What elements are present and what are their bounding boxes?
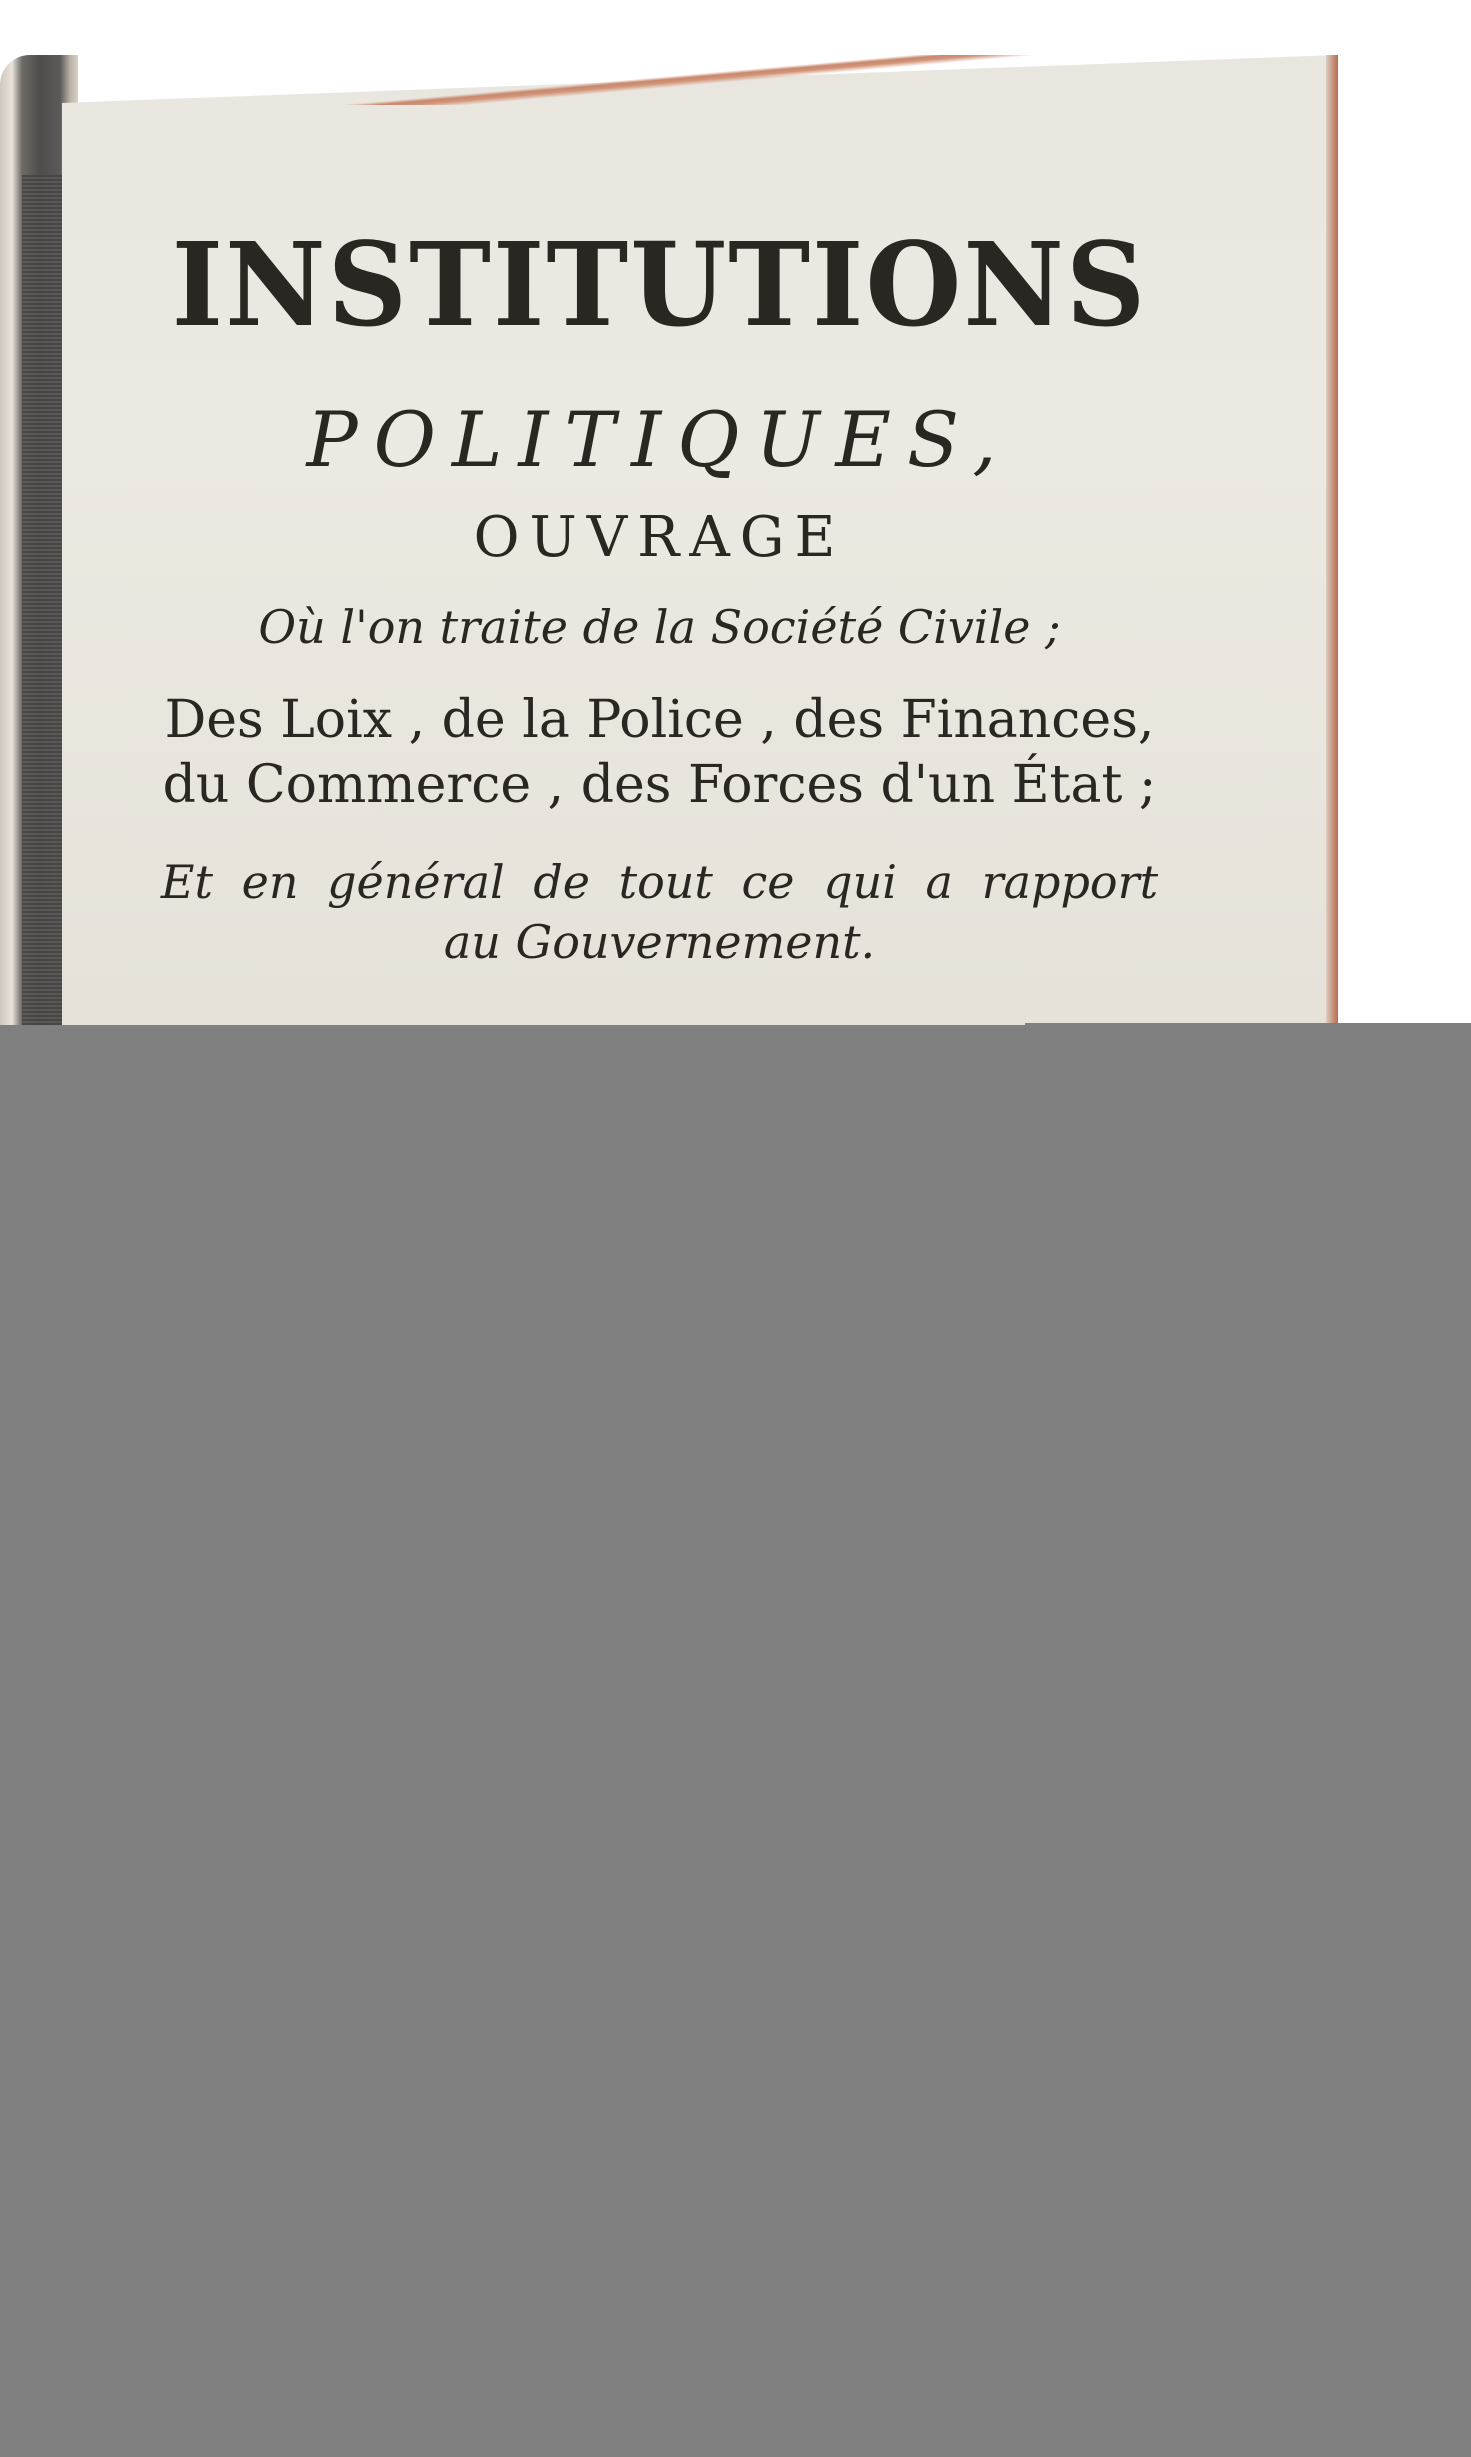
description-line-4: Et en général de tout ce qui a rapport (160, 855, 1159, 909)
title-ouvrage: OUVRAGE (473, 505, 846, 570)
description-line-3: du Commerce , des Forces d'un État ; (162, 755, 1157, 815)
description-line-1: Où l'on traite de la Société Civile ; (258, 600, 1061, 654)
page-top-edge (60, 55, 1338, 105)
title-institutions: INSTITUTIONS (171, 216, 1148, 353)
grey-redaction-overlay (0, 1025, 1471, 2457)
description-line-5: au Gouvernement. (443, 915, 876, 969)
page-right-edge (1326, 55, 1338, 1025)
title-politiques: POLITIQUES, (306, 395, 1013, 484)
grey-overlay-step (1025, 1023, 1471, 1025)
description-line-2: Des Loix , de la Police , des Finances, (164, 690, 1155, 750)
